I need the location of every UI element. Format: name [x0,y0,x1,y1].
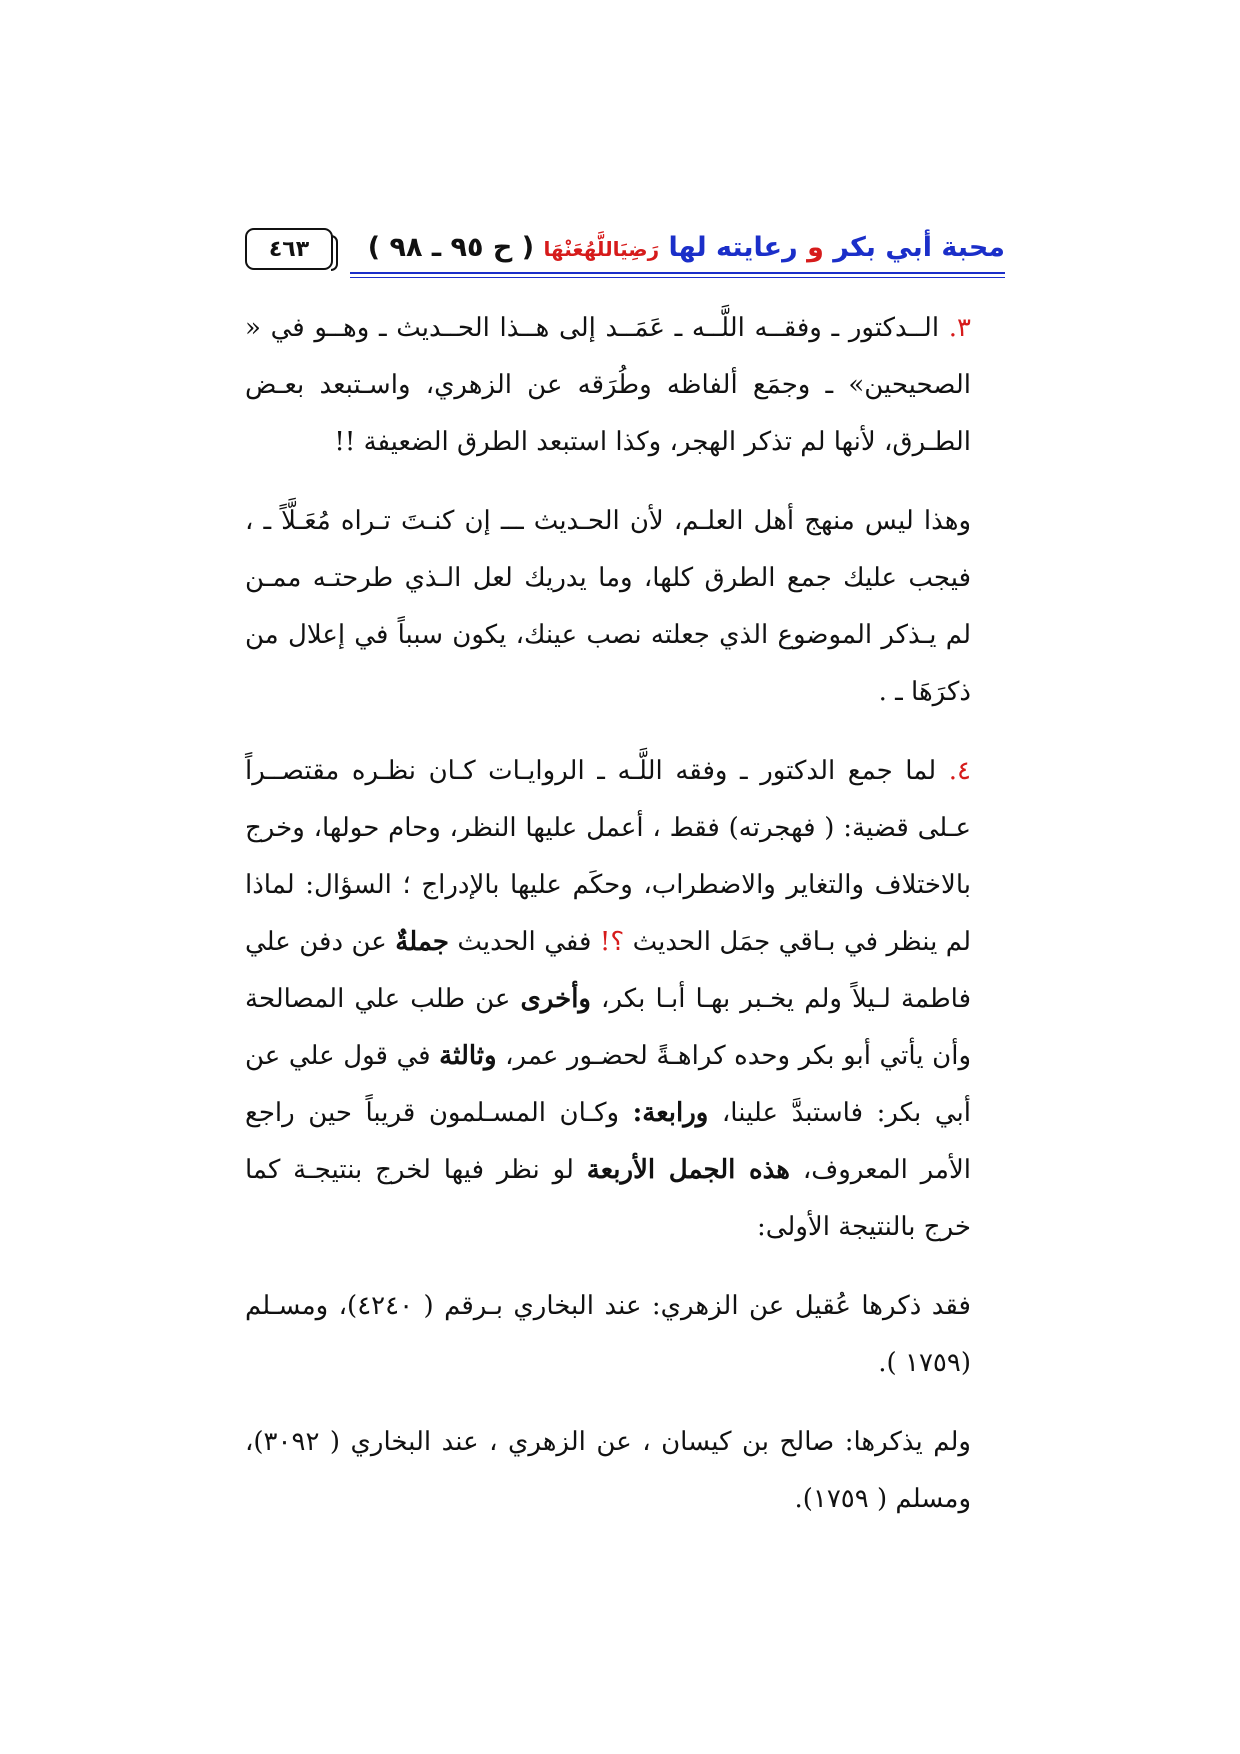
paragraph-text: لو نظر فيها لخرج بنتيجـة كما خرج بالنتيجة الأولى: [245,1155,971,1242]
emphasis: ورابعة: [632,1098,709,1128]
emphasis: جملةٌ [395,927,449,957]
paragraph-text: لما جمع الدكتور ـ وفقه اللَّـه ـ الروايـات كـان نظـره مقتصــراً عـلى قضية: ( فهجرته) فقط ، أعمل عليها النظر، وحام حولها، وخرج بالاختلاف والتغاير والاضطراب، وحكَم عليها بالإدراج ؛ السؤال: لماذا لم ينظر في بـاقي جمَل الحديث [245,756,971,957]
page-header [245,228,1005,272]
question-mark: ؟! [599,927,625,957]
emphasis: هذه الجمل الأربعة [586,1155,791,1185]
paragraph-method [245,493,1005,721]
paragraph-3 [245,300,1005,471]
paragraph-aqil [245,1278,1005,1392]
emphasis: وأخرى [520,984,591,1014]
title-part1: محبة أبي بكر [833,232,1005,263]
paragraph-text: وهذا ليس منهج أهل العلـم، لأن الحـديث ـــ إن كنـتَ تـراه مُعَـلَّاً ـ ، فيجب عليك جمع الطرق كلها، وما يدريك لعل الـذي طرحتـه ممـن لم يـذكر الموضوع الذي جعلته نصب عينك، يكون سبباً في إعلال من ذكرَهَا ـ . [245,506,971,707]
paragraph-text: ولم يذكرها: صالح بن كيسان ، عن الزهري ، عند البخاري ( ٣٠٩٢)، ومسلم ( ١٧٥٩). [245,1427,971,1514]
title-part3: رعايته لها [668,232,798,263]
hadith-range: ( ح ٩٥ ـ ٩٨ ) [367,232,535,263]
paragraph-text: الــدكتور ـ وفقــه اللَّــه ـ عَمَــد إلى هــذا الحــديث ـ وهــو في « الصحيحين» ـ وجمَع ألفاظه وطُرَقه عن الزهري، واسـتبعد بعـض الطـرق، لأنها لم تذكر الهجر، وكذا استبعد الطرق الضعيفة !! [245,313,971,457]
page-number-badge [245,228,333,270]
header-rule [350,272,1005,274]
body-text [245,300,1005,1528]
paragraph-4 [245,743,1005,1256]
paragraph-text: فقد ذكرها عُقيل عن الزهري: عند البخاري بـرقم ( ٤٢٤٠)، ومسـلم (١٧٥٩ ). [245,1291,971,1378]
paragraph-text: عن دفن علي فاطمة لـيلاً ولم يخـبر بهـا أبـا بكر، [245,927,971,1014]
emphasis: وثالثة [439,1041,497,1071]
title-part2: و [807,232,824,263]
point-number: ٤. [948,756,972,786]
header-rule-thin [350,277,1005,278]
paragraph-text: ففي الحديث [448,927,600,957]
honorific-glyph: رَضِيَاللَّهُعَنْهَا [543,237,660,261]
running-title [368,232,1005,263]
paragraph-salih [245,1414,1005,1528]
paragraph-text: عن طلب علي المصالحة وأن يأتي أبو بكر وحده كراهـةً لحضـور عمر، [245,984,971,1071]
paragraph-text: وكـان المسـلمون قريباً حين راجع الأمر المعروف، [245,1098,972,1185]
paragraph-text: في قول علي عن أبي بكر: فاستبدَّ علينا، [245,1041,971,1128]
page-number: ٤٦٣ [268,236,310,262]
point-number: ٣. [948,313,971,343]
